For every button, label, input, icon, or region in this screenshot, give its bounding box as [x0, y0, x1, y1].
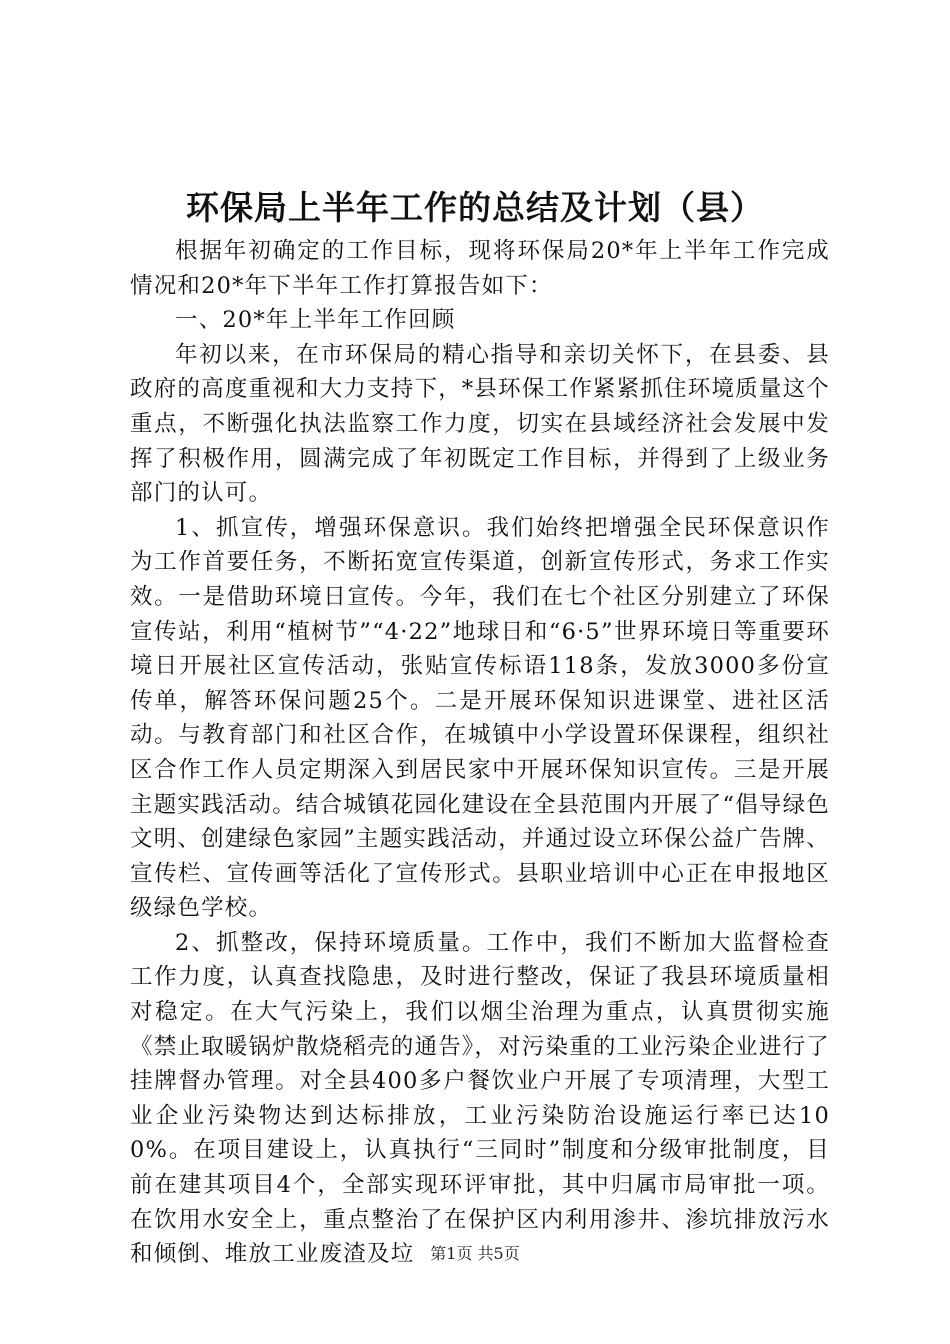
page-footer: 第1页 共5页	[430, 1244, 520, 1263]
paragraph-publicity: 1、抓宣传，增强环保意识。我们始终把增强全民环保意识作为工作首要任务，不断拓宽宣传渠道，创新宣传形式，务求工作实效。一是借助环境日宣传。今年，我们在七个社区分别建立了环保宣传站，利用“植树节”“4·22”地球日和“6·5”世界环境日等重要环境日开展社区宣传活动，张贴宣传标语118条，发放3000多份宣传单，解答环保问题25个。二是开展环保知识进课堂、进社区活动。与教育部门和社区合作，在城镇中小学设置环保课程，组织社区合作工作人员定期深入到居民家中开展环保知识宣传。三是开展主题实践活动。结合城镇花园化建设在全县范围内开展了“倡导绿色文明、创建绿色家园”主题实践活动，并通过设立环保公益广告牌、宣传栏、宣传画等活化了宣传形式。县职业培训中心正在申报地区级绿色学校。	[130, 514, 831, 922]
document-body	[130, 234, 830, 1272]
paragraph-overview: 年初以来，在市环保局的精心指导和亲切关怀下，在县委、县政府的高度重视和大力支持下，*县环保工作紧紧抓住环境质量这个重点，不断强化执法监察工作力度，切实在县域经济社会发展中发挥了积极作用，圆满完成了年初既定工作目标，并得到了上级业务部门的认可。	[130, 341, 830, 507]
paragraph-intro: 根据年初确定的工作目标，现将环保局20*年上半年工作完成情况和20*年下半年工作打算报告如下：	[130, 238, 830, 299]
paragraph-rectification: 2、抓整改，保持环境质量。工作中，我们不断加大监督检查工作力度，认真查找隐患，及时进行整改，保证了我县环境质量相对稳定。在大气污染上，我们以烟尘治理为重点，认真贯彻实施《禁止取暖锅炉散烧稻壳的通告》，对污染重的工业污染企业进行了挂牌督办管理。对全县400多户餐饮业户开展了专项清理，大型工业企业污染物达到达标排放，工业污染防治设施运行率已达100%。在项目建设上，认真执行“三同时”制度和分级审批制度，目前在建其项目4个，全部实现环评审批，其中归属市局审批一项。在饮用水安全上，重点整治了在保护区内利用渗井、渗坑排放污水和倾倒、堆放工业废渣及垃	[130, 929, 830, 1268]
document-title: 环保局上半年工作的总结及计划（县）	[186, 188, 764, 227]
section-heading-review: 一、20*年上半年工作回顾	[175, 307, 456, 334]
